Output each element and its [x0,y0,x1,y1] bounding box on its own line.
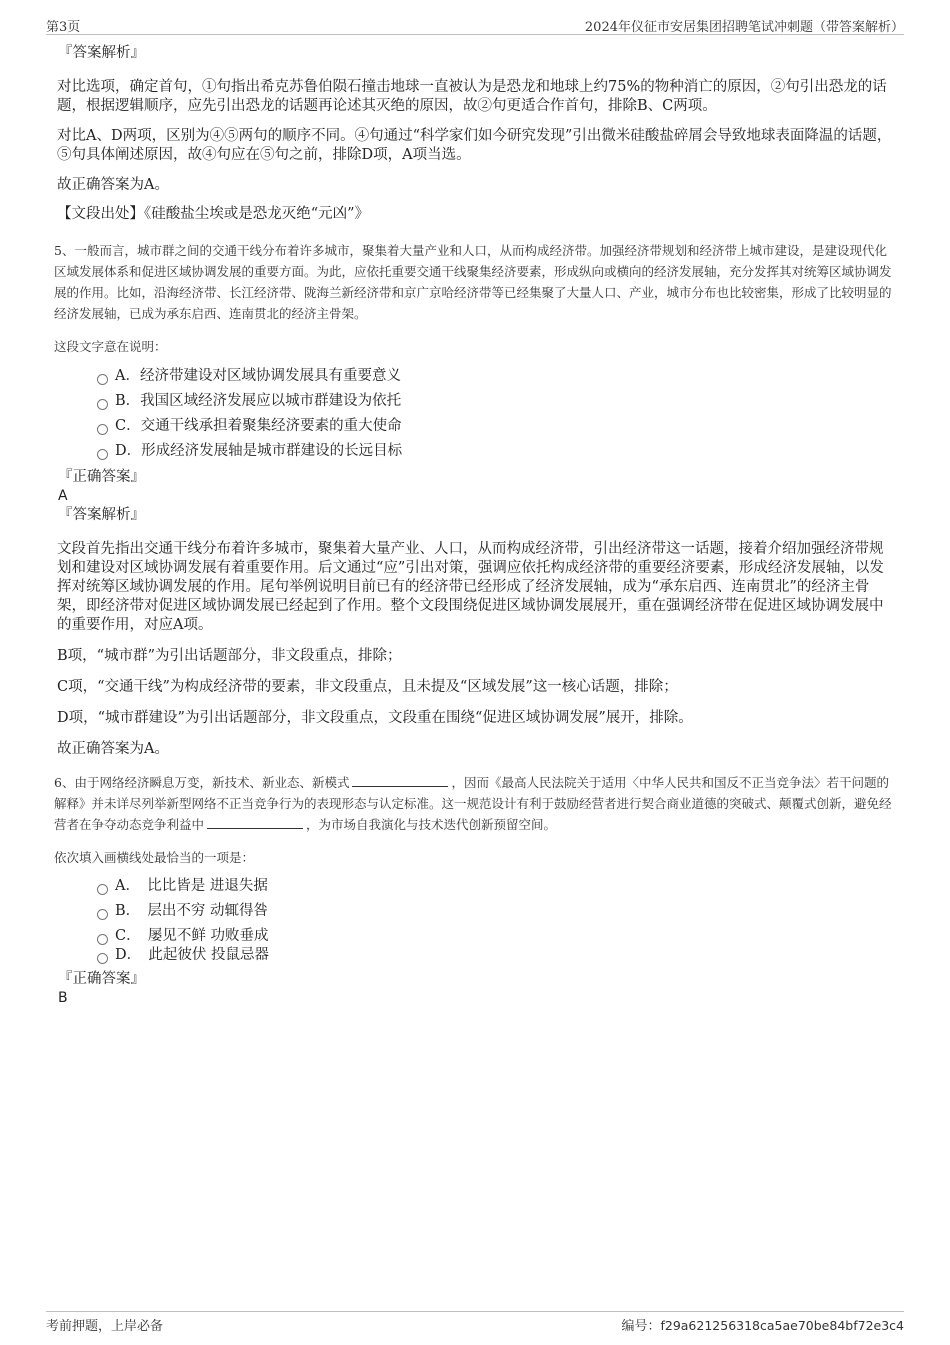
q5-analysis-d: D项，“城市群建设”为引出话题部分，非文段重点，文段重在围绕“促进区域协调发展”展开，排除。 [57,710,693,726]
option-label: C．交通干线承担着聚集经济要素的重大使命 [115,418,402,434]
q6-stem-part3: ，为市场自我演化与技术迭代创新预留空间。 [306,817,557,832]
q5-analysis-conclusion: 故正确答案为A。 [57,741,169,757]
q5-stem: 5、一般而言，城市群之间的交通干线分布着许多城市，聚集着大量产业和人口，从而构成经济带。加强经济带规划和经济带上城市建设，是建设现代化区域发展体系和促进区域协调发展的重要方面。为此，应依托重要交通干线聚集经济要素，形成纵向或横向的经济发展轴，充分发挥其对统筹区域协调发展的作用。比如，沿海经济带、长江经济带、陇海兰新经济带和京广京哈经济带等已经集聚了大量人口、产业，城市分布也比较密集，形成了比较明显的经济发展轴，已成为承东启西、连南贯北的经济主骨架。 [54,243,892,321]
option-label: B． 层出不穷 动辄得咎 [115,903,269,919]
q5-option-a[interactable] [97,366,893,391]
code-label: 编号： [621,1319,661,1334]
radio-icon[interactable] [97,399,108,410]
q4-analysis-label: 『答案解析』 [58,45,145,61]
radio-icon[interactable] [97,374,108,385]
q6-option-a[interactable] [97,876,893,901]
fill-blank-2 [207,816,303,829]
page-number: 第3页 [46,20,81,35]
q5-option-b[interactable] [97,391,893,416]
q5-analysis-c: C项，“交通干线”为构成经济带的要素，非文段重点，且未提及“区域发展”这一核心话题，排除； [57,679,678,695]
q6-options [97,876,893,970]
radio-icon[interactable] [97,449,108,460]
radio-icon[interactable] [97,909,108,920]
option-label: C． 屡见不鲜 功败垂成 [115,928,269,944]
q4-analysis-conclusion: 故正确答案为A。 [57,177,169,193]
q6-option-b[interactable] [97,901,893,926]
radio-icon[interactable] [97,934,108,945]
document-code [621,1315,904,1334]
radio-icon[interactable] [97,884,108,895]
q5-prompt: 这段文字意在说明： [54,339,167,354]
q5-options [97,366,893,466]
q5-answer-label: 『正确答案』 [58,469,145,485]
q6-stem [54,772,893,835]
q6-stem-part1: 6、由于网络经济瞬息万变，新技术、新业态、新模式 [54,775,350,790]
q6-answer-label: 『正确答案』 [58,971,145,987]
q4-analysis-para1: 对比选项，确定首句，①句指出希克苏鲁伯陨石撞击地球一直被认为是恐龙和地球上约75%的物种消亡的原因，②句引出恐龙的话题，根据逻辑顺序，应先引出恐龙的话题再论述其灭绝的原因，故②句更适合作首句，排除B、C两项。 [57,79,887,114]
q5-analysis-label: 『答案解析』 [58,507,145,523]
q4-source: 【文段出处】《硅酸盐尘埃或是恐龙灭绝“元凶”》 [57,206,370,222]
radio-icon[interactable] [97,424,108,435]
page-footer [46,1311,904,1334]
fill-blank-1 [352,774,448,787]
code-value: f29a621256318ca5ae70be84bf72e3c4 [660,1318,904,1333]
page-header [46,14,904,35]
q5-answer: A [58,488,68,504]
q6-option-d[interactable] [97,945,893,970]
document-title: 2024年仪征市安居集团招聘笔试冲刺题（带答案解析） [584,20,904,35]
q4-analysis-para2: 对比A、D两项，区别为④⑤两句的顺序不同。④句通过“科学家们如今研究发现”引出微米硅酸盐碎屑会导致地球表面降温的话题，⑤句具体阐述原因，故④句应在⑤句之前，排除D项，A项当选。 [57,128,892,163]
q5-analysis-main: 文段首先指出交通干线分布着许多城市，聚集着大量产业、人口，从而构成经济带，引出经济带这一话题，接着介绍加强经济带规划和建设对区域协调发展有着重要作用。后文通过“应”引出对策，强调应依托构成经济带的重要经济要素，形成经济发展轴，以发挥对统筹区域协调发展的作用。尾句举例说明目前已有的经济带已经形成了经济发展轴，成为“承东启西、连南贯北”的经济主骨架，即经济带对促进区域协调发展已经起到了作用。整个文段围绕促进区域协调发展展开，重在强调经济带在促进区域协调发展中的重要作用，对应A项。 [57,541,884,633]
q5-analysis-b: B项，“城市群”为引出话题部分，非文段重点，排除； [57,648,402,664]
option-label: A． 比比皆是 进退失据 [115,878,268,894]
option-label: A．经济带建设对区域协调发展具有重要意义 [115,368,401,384]
page-content [54,44,893,1007]
option-label: D． 此起彼伏 投鼠忌器 [115,947,269,963]
radio-icon[interactable] [97,953,108,964]
footer-slogan: 考前押题，上岸必备 [46,1319,164,1334]
q6-answer: B [58,990,68,1006]
option-label: D．形成经济发展轴是城市群建设的长远目标 [115,443,403,459]
q5-option-c[interactable] [97,416,893,441]
q6-option-c[interactable] [97,926,893,945]
q6-prompt: 依次填入画横线处最恰当的一项是： [54,850,255,865]
q6-stem-part2: ，因而《最高人民法院关于适用〈中华人民共和国反不正当竞争法〉若干问题的解释》并未详尽列举新型网络不正当竞争行为的表现形态与认定标准。这一规范设计有利于鼓励经营者进行契合商业道德的突破式、颠覆式创新，避免经营者在争夺动态竞争利益中 [54,775,892,832]
q5-option-d[interactable] [97,441,893,466]
option-label: B．我国区域经济发展应以城市群建设为依托 [115,393,402,409]
